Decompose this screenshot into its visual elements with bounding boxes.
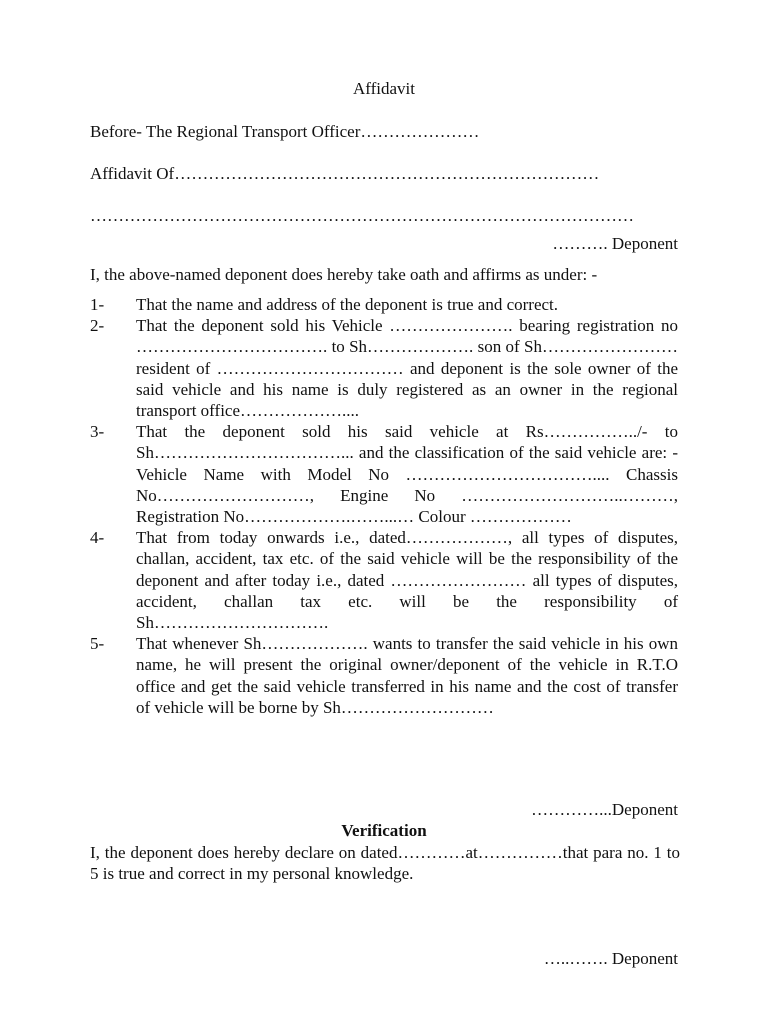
list-item bbox=[90, 527, 678, 633]
deponent-signature-3: …..……. Deponent bbox=[543, 949, 678, 968]
verification-text: I, the deponent does hereby declare on dated…………at……………that para no. 1 to 5 is true and correct in my personal knowledge. bbox=[90, 843, 680, 883]
item-number: 5- bbox=[90, 634, 105, 654]
deponent-signature-2: …………...Deponent bbox=[531, 800, 678, 819]
item-number: 4- bbox=[90, 528, 105, 548]
item-text: That whenever Sh………………. wants to transfer the said vehicle in his own name, he will present the original owner/deponent of the vehicle in R.T.O office and get the said vehicle transferred in his name and the cost of transfer of vehicle will be borne by Sh……………………… bbox=[136, 634, 678, 717]
item-number: 2- bbox=[90, 316, 105, 336]
item-text: That the name and address of the deponent is true and correct. bbox=[136, 295, 559, 314]
item-number: 3- bbox=[90, 422, 105, 442]
before-line: Before- The Regional Transport Officer………………… bbox=[90, 122, 480, 141]
list-item bbox=[90, 633, 678, 718]
document-title: Affidavit bbox=[352, 79, 415, 98]
item-number: 1- bbox=[90, 295, 105, 314]
affidavit-of-line: Affidavit Of………………………………………………………………… bbox=[90, 164, 600, 183]
verification-heading: Verification bbox=[341, 821, 427, 840]
oath-line: I, the above-named deponent does hereby take oath and affirms as under: - bbox=[90, 265, 598, 284]
dotted-line: …………………………………………………………………………………… bbox=[90, 206, 634, 225]
list-item bbox=[90, 315, 678, 421]
item-text: That the deponent sold his said vehicle at Rs……………../- to Sh……………………………... and the classification of the said vehicle are: - Vehicle Name with Model No …………………………….... Chassis No………………………, Engine No ………………………..………, Registration No……………….……...… Colour ……………… bbox=[136, 422, 678, 527]
item-text: That from today onwards i.e., dated………………, all types of disputes, challan, accident, tax etc. of the said vehicle will be the responsibility of the deponent and after today i.e., dated …………………… all types of disputes, accident, challan tax etc. will be the responsibility of Sh…………………………. bbox=[136, 528, 678, 633]
deponent-signature-1: ………. Deponent bbox=[552, 234, 678, 253]
list-item bbox=[90, 421, 678, 527]
item-text: That the deponent sold his Vehicle …………………. bearing registration no ……………………………. to Sh………………. son of Sh…………………… resident of …………………………… and deponent is the sole owner of the said vehicle and his name is duly registered as an owner in the regional transport office……………….... bbox=[136, 316, 678, 421]
list-item bbox=[90, 294, 678, 315]
affidavit-items bbox=[90, 294, 678, 718]
